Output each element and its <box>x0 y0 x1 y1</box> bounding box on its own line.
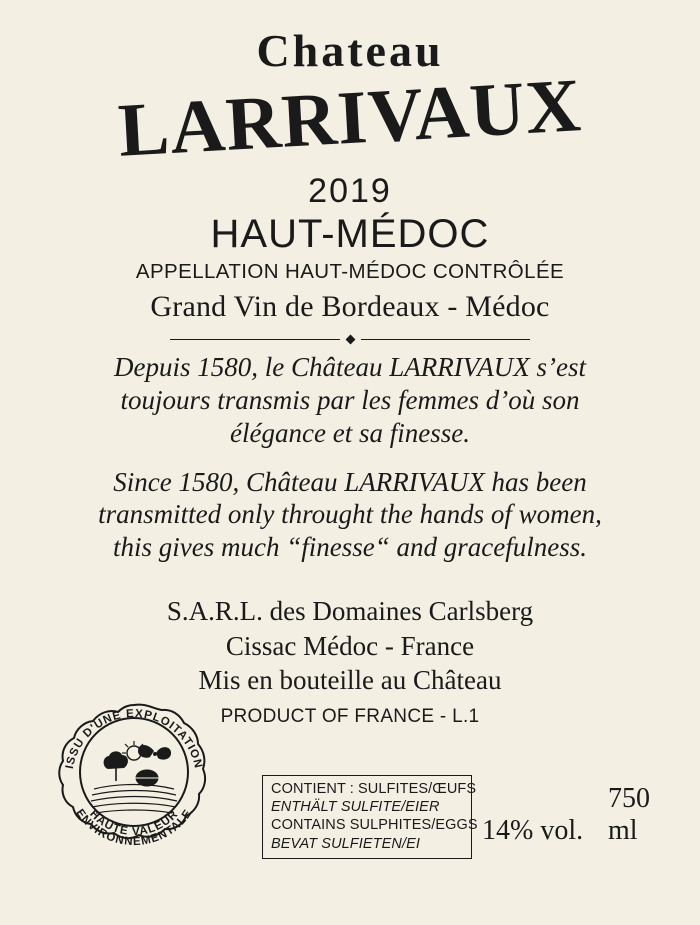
ornamental-divider <box>170 336 530 343</box>
story-english <box>30 466 670 565</box>
product-of-france-lot: PRODUCT OF FRANCE - L.1 <box>220 705 480 727</box>
allergen-line-fr: CONTIENT : SULFITES/ŒUFS <box>271 780 477 797</box>
bottle-volume: 750 ml <box>608 783 650 846</box>
story-french <box>30 351 670 450</box>
vintage-year: 2019 <box>308 172 392 210</box>
label-footer <box>30 697 674 867</box>
grand-vin-line: Grand Vin de Bordeaux - Médoc <box>150 289 550 323</box>
allergen-line-en: CONTAINS SULPHITES/EGGS <box>271 817 478 834</box>
producer-company: S.A.R.L. des Domaines Carlsberg <box>166 596 534 627</box>
fields-icon <box>91 785 177 814</box>
bottled-at-chateau: Mis en bouteille au Château <box>198 665 502 696</box>
allergen-box <box>262 775 478 859</box>
hve-bottom-text-1: HAUTE VALEUR <box>87 808 181 839</box>
producer-block <box>30 594 670 698</box>
hve-top-text: ISSU D'UNE EXPLOITATION <box>63 707 205 770</box>
allergen-line-de: ENTHÄLT SULFITE/EIER <box>271 799 440 816</box>
story-french-line: toujours transmis par les femmes d’où son <box>120 384 580 415</box>
estate-name-wrapper <box>30 63 670 173</box>
appellation-controlee: APPELLATION HAUT-MÉDOC CONTRÔLÉE <box>135 259 565 283</box>
divider-line-left <box>170 339 340 340</box>
brand-prefix: Chateau <box>256 25 444 76</box>
story-english-line: this gives much “finesse“ and gracefulness. <box>113 532 587 563</box>
butterfly-icon <box>138 745 171 760</box>
divider-diamond <box>345 334 355 344</box>
story-french-line: élégance et sa finesse. <box>230 417 470 448</box>
allergen-line-nl: BEVAT SULFIETEN/EI <box>271 835 420 852</box>
estate-name: LARRIVAUX <box>116 63 584 173</box>
appellation-name: HAUT-MÉDOC <box>210 211 490 256</box>
alcohol-content: 14% vol. <box>482 815 584 846</box>
hve-certification-stamp <box>50 697 218 847</box>
divider-line-right <box>361 339 531 340</box>
producer-location: Cissac Médoc - France <box>225 630 475 661</box>
story-english-line: transmitted only throught the hands of women, <box>98 499 602 530</box>
story-french-line: Depuis 1580, le Château LARRIVAUX s’est <box>114 351 586 382</box>
story-english-line: Since 1580, Château LARRIVAUX has been <box>113 466 587 497</box>
tree-icon <box>104 751 128 781</box>
hve-bottom-text-2: ENVIRONNEMENTALE <box>73 807 195 847</box>
